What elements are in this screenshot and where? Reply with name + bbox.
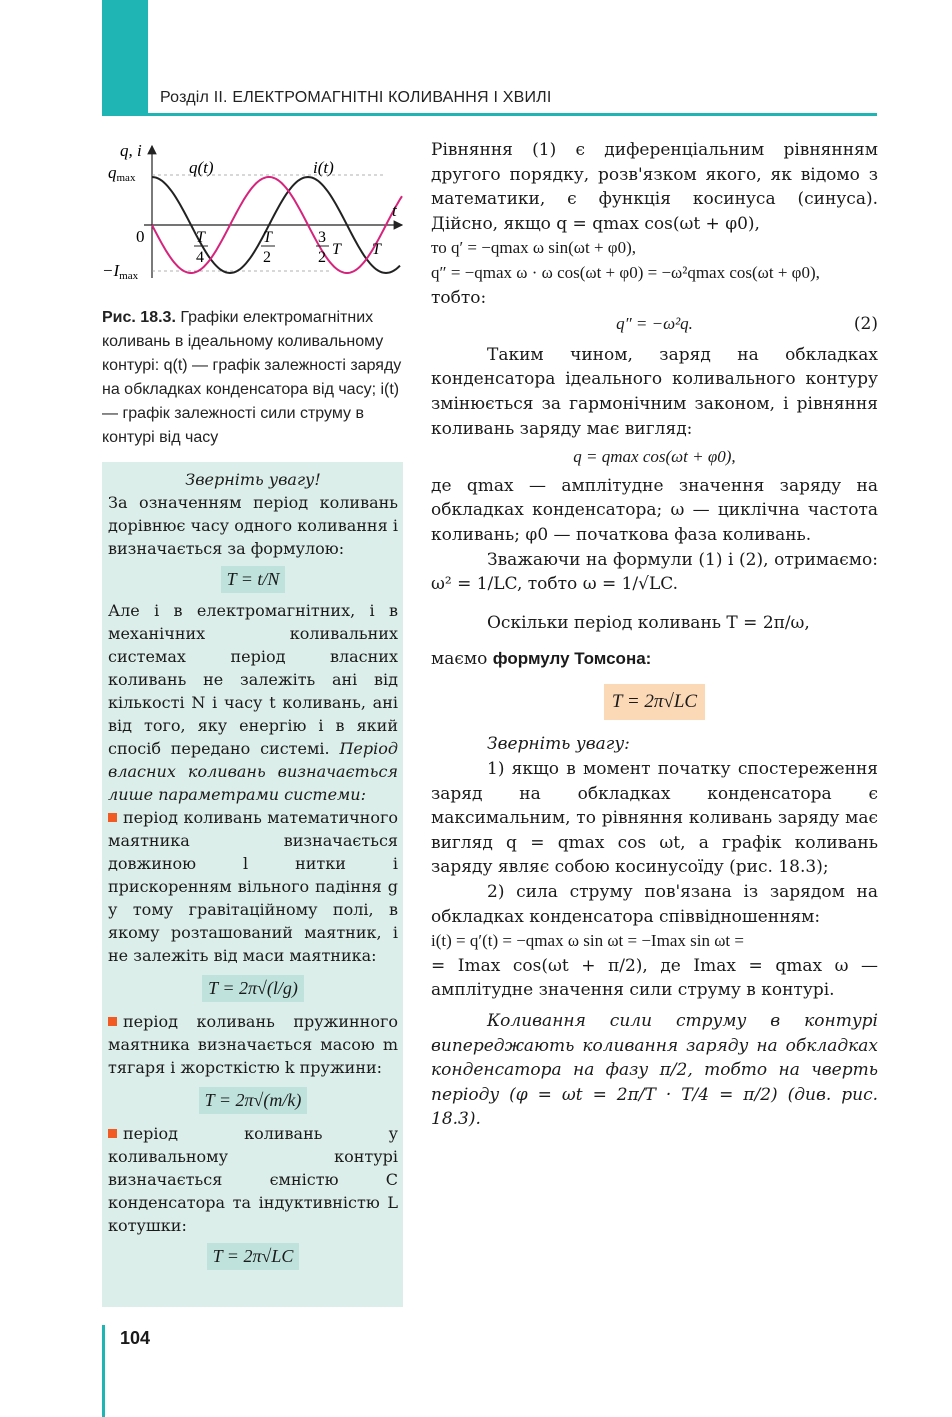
equation-2-number: (2) — [853, 314, 878, 335]
tick-32-den: 2 — [318, 249, 326, 266]
paragraph-definitions: де qmax — амплітудне значення заряду на обкладках конденсатора; ω — циклічна частота коливань; φ0 — початкова фаза коливань. — [431, 475, 878, 545]
page-number-accent — [102, 1325, 105, 1417]
x-axis-label: t — [392, 201, 397, 220]
header-accent-joint — [102, 103, 148, 113]
caption-text: Графіки електромагнітних коливань в ідеальному коливальному контурі: q(t) — графік залежності заряду на обкладках конденсатора від часу; i(t) — графік залежності сили струму в контурі від часу — [102, 309, 402, 446]
section-header: Розділ II. ЕЛЕКТРОМАГНІТНІ КОЛИВАННЯ І ХВИЛІ — [160, 89, 552, 106]
attention-point-2: 2) сила струму пов'язана із зарядом на обкладках конденсатора співвідношенням: — [431, 882, 878, 927]
tick-32-T: T — [332, 241, 341, 258]
note-box — [102, 462, 403, 1307]
tick-T4-den: 4 — [196, 249, 204, 266]
page-number: 104 — [120, 1328, 151, 1348]
formula-period: T = t/N — [221, 566, 286, 593]
derivative-first: то q′ = −qmax ω sin(ωt + φ0), — [431, 238, 637, 258]
imax-label: −Imax — [102, 261, 139, 282]
header-rule — [102, 113, 877, 116]
oscillation-graph — [100, 138, 410, 288]
i-curve-label: i(t) — [313, 158, 334, 177]
paragraph-thomson-intro: маємо формулу Томсона: — [431, 649, 652, 670]
attention-point-1: 1) якщо в момент початку спостереження заряд на обкладках конденсатора є максимальним, то рівняння коливань заряду має вигляд q = qmax cos ωt, а графік коливань заряду являє собою косинусоїду (рис. 18.3); — [431, 759, 878, 878]
note-paragraph-1: За означенням період коливань дорівнює часу одного коливання і визначається за формулою: — [108, 493, 398, 558]
x-tick-labels — [194, 229, 382, 266]
formula-lc-circuit: T = 2π√LC — [207, 1243, 300, 1270]
current-equation-cont: = Imax cos(ωt + π/2), де Imax = qmax ω — амплітудне значення сили струму в контурі. — [431, 955, 878, 1001]
origin-label: 0 — [136, 227, 145, 246]
tick-T4-num: T — [196, 229, 205, 246]
equation-2: q″ = −ω²q. — [616, 314, 693, 334]
bullet-square-icon — [108, 1017, 117, 1026]
figure-caption — [102, 306, 407, 450]
qmax-label: qmax — [108, 163, 136, 184]
bullet-spring-pendulum: період коливань пружинного маятника визначається масою m тягаря і жорсткістю k пружини: — [108, 1012, 398, 1077]
paragraph-phase-lead: Коливання сили струму в контурі випереджають коливання заряду на обкладках конденсатора на фазу π/2, тобто на чверть періоду (φ = ωt = 2π/T · T/4 = π/2) (див. рис. 18.3). — [431, 1011, 878, 1130]
q-curve-label: q(t) — [189, 158, 214, 177]
caption-label: Рис. 18.3. — [102, 309, 176, 326]
formula-spring-pendulum: T = 2π√(m/k) — [199, 1087, 308, 1114]
y-axis-label: q, i — [120, 141, 142, 160]
bullet-math-pendulum: період коливань математичного маятника визначається довжиною l нитки і прискоренням вільного падіння g у тому гравітаційному полі, в якому розташований маятник, і не залежіть від маси маятника: — [108, 808, 398, 965]
paragraph-tobto: тобто: — [431, 287, 487, 308]
paragraph-period: Оскільки період коливань T = 2π/ω, — [487, 612, 810, 633]
note-title: Зверніть увагу! — [185, 470, 321, 489]
bullet-lc-circuit: період коливань у коливальному контурі визначається ємністю C конденсатора та індуктивністю L котушки: — [108, 1124, 398, 1235]
note-paragraph-2: Але і в електромагнітних, і в механічних коливальних системах період власних коливань не залежіть ані від кількості N і часу t коливань, ані від того, яку енергію і в який спосіб передано системі. Період власних коливань визначається лише параметрами системи: — [108, 601, 398, 804]
main-text-column — [431, 138, 878, 1132]
tick-T2-den: 2 — [263, 249, 271, 266]
equation-3: q = qmax cos(ωt + φ0), — [573, 447, 736, 467]
tick-T2-num: T — [263, 229, 272, 246]
formula-math-pendulum: T = 2π√(l/g) — [202, 975, 304, 1002]
paragraph-equation-intro: Рівняння (1) є диференціальним рівнянням другого порядку, розв'язком якого, як відомо з математики, є функція косинуса (синуса). Дійсно, якщо q = qmax cos(ωt + φ0), — [431, 140, 878, 234]
tick-T: T — [372, 241, 381, 258]
header-accent-block — [102, 0, 148, 103]
thomson-formula: T = 2π√LC — [604, 684, 705, 721]
paragraph-omega: Зважаючи на формули (1) і (2), отримаємо: ω² = 1/LC, тобто ω = 1/√LC. — [431, 549, 878, 595]
attention-title: Зверніть увагу: — [487, 734, 630, 755]
paragraph-harmonic: Таким чином, заряд на обкладках конденсатора ідеального коливального контуру змінюється за гармонічним законом, і рівняння коливань заряду має вигляд: — [431, 344, 878, 439]
tick-32-num: 3 — [318, 229, 326, 246]
derivative-second: q″ = −qmax ω · ω cos(ωt + φ0) = −ω²qmax cos(ωt + φ0), — [431, 262, 820, 282]
equation-2-row — [431, 312, 878, 337]
current-equation: i(t) = q′(t) = −qmax ω sin ωt = −Imax sin ωt = — [431, 931, 744, 951]
bullet-square-icon — [108, 1129, 117, 1138]
bullet-square-icon — [108, 813, 117, 822]
